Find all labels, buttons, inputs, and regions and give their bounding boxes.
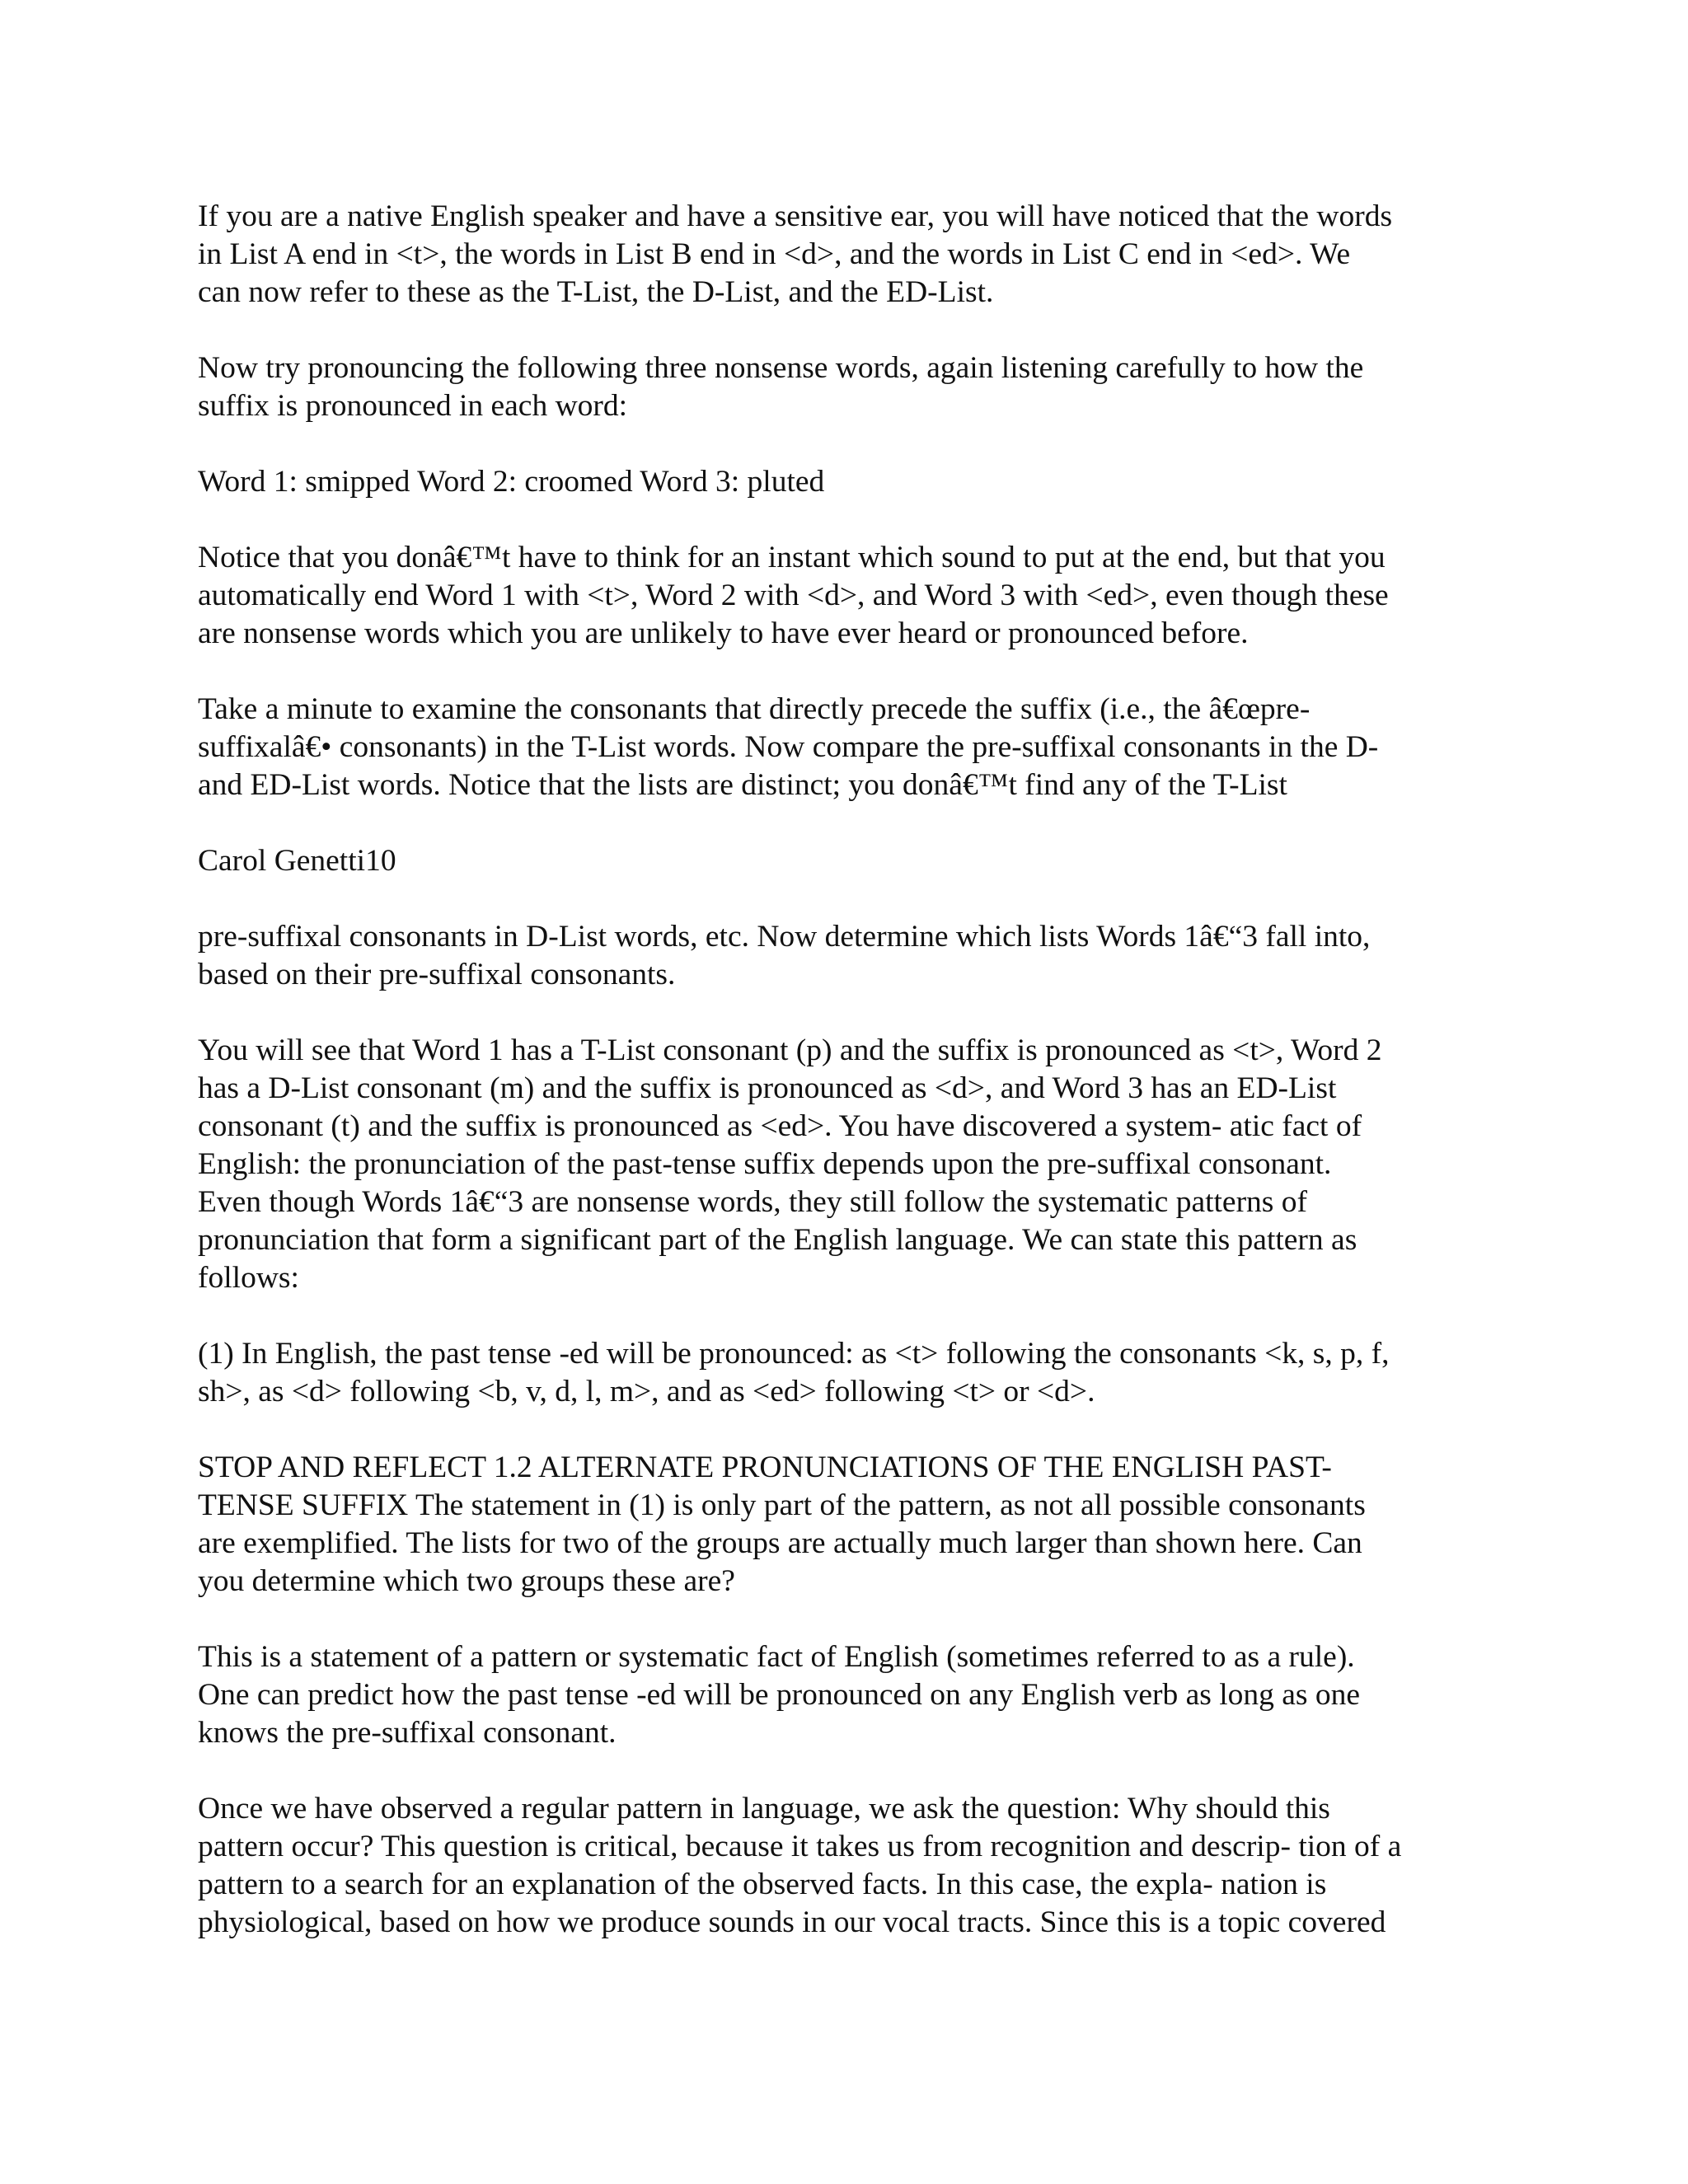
paragraph — [198, 539, 1484, 653]
text-line: If you are a native English speaker and have a sensitive ear, you will have noticed that the words — [198, 199, 1393, 233]
text-line: follows: — [198, 1261, 299, 1295]
text-line: (1) In English, the past tense -ed will be pronounced: as <t> following the consonants <k, s, p, f, — [198, 1337, 1390, 1371]
paragraph — [198, 1638, 1484, 1752]
paragraph — [198, 1790, 1484, 1942]
text-line: Now try pronouncing the following three nonsense words, again listening carefully to how the — [198, 351, 1364, 385]
text-line: One can predict how the past tense -ed will be pronounced on any English verb as long as one — [198, 1678, 1361, 1712]
text-line: TENSE SUFFIX The statement in (1) is only part of the pattern, as not all possible consonants — [198, 1488, 1366, 1522]
document-page — [198, 198, 1484, 1980]
paragraph — [198, 198, 1484, 312]
stop-and-reflect-box — [198, 1449, 1484, 1601]
text-line: and ED-List words. Notice that the lists are distinct; you donâ€™t find any of the T-List — [198, 768, 1287, 802]
text-line: Word 1: smipped Word 2: croomed Word 3: pluted — [198, 465, 825, 499]
rule-statement — [198, 1335, 1484, 1411]
paragraph — [198, 349, 1484, 425]
text-line: suffixalâ€• consonants) in the T-List words. Now compare the pre-suffixal consonants in the D- — [198, 730, 1379, 764]
text-line: based on their pre-suffixal consonants. — [198, 958, 676, 991]
text-line: English: the pronunciation of the past-tense suffix depends upon the pre-suffixal consonant. — [198, 1147, 1332, 1181]
text-line: You will see that Word 1 has a T-List consonant (p) and the suffix is pronounced as <t>, Word 2 — [198, 1033, 1382, 1067]
text-line: suffix is pronounced in each word: — [198, 389, 628, 423]
paragraph — [198, 691, 1484, 804]
text-line: pattern occur? This question is critical, because it takes us from recognition and descrip- tion of a — [198, 1830, 1402, 1863]
text-line: automatically end Word 1 with <t>, Word 2 with <d>, and Word 3 with <ed>, even though these — [198, 579, 1389, 612]
paragraph — [198, 1032, 1484, 1297]
text-line: Take a minute to examine the consonants that directly precede the suffix (i.e., the â€œpre- — [198, 692, 1311, 726]
text-line: you determine which two groups these are? — [198, 1564, 735, 1598]
text-line: pronunciation that form a significant part of the English language. We can state this pattern as — [198, 1223, 1357, 1257]
text-line: pre-suffixal consonants in D-List words, etc. Now determine which lists Words 1â€“3 fall into, — [198, 920, 1371, 954]
text-line: has a D-List consonant (m) and the suffix is pronounced as <d>, and Word 3 has an ED-List — [198, 1071, 1337, 1105]
text-line: in List A end in <t>, the words in List B end in <d>, and the words in List C end in <ed>. We — [198, 237, 1351, 271]
text-line: knows the pre-suffixal consonant. — [198, 1716, 617, 1750]
paragraph — [198, 918, 1484, 994]
text-line: Notice that you donâ€™t have to think for an instant which sound to put at the end, but that you — [198, 541, 1386, 574]
text-line: are nonsense words which you are unlikely to have ever heard or pronounced before. — [198, 616, 1249, 650]
text-line: Carol Genetti10 — [198, 844, 396, 878]
text-line: Even though Words 1â€“3 are nonsense words, they still follow the systematic patterns of — [198, 1185, 1308, 1219]
text-line: physiological, based on how we produce sounds in our vocal tracts. Since this is a topic covered — [198, 1905, 1386, 1939]
text-line: are exemplified. The lists for two of the groups are actually much larger than shown here. Can — [198, 1526, 1362, 1560]
text-line: This is a statement of a pattern or systematic fact of English (sometimes referred to as a rule). — [198, 1640, 1355, 1674]
text-line: Once we have observed a regular pattern in language, we ask the question: Why should this — [198, 1792, 1330, 1825]
text-line: STOP AND REFLECT 1.2 ALTERNATE PRONUNCIATIONS OF THE ENGLISH PAST- — [198, 1451, 1332, 1484]
example-words — [198, 463, 1484, 501]
running-footer — [198, 842, 1484, 880]
text-line: consonant (t) and the suffix is pronounced as <ed>. You have discovered a system- atic fact of — [198, 1109, 1362, 1143]
text-line: can now refer to these as the T-List, the D-List, and the ED-List. — [198, 275, 994, 309]
text-line: sh>, as <d> following <b, v, d, l, m>, and as <ed> following <t> or <d>. — [198, 1375, 1095, 1408]
text-line: pattern to a search for an explanation of the observed facts. In this case, the expla- nation is — [198, 1868, 1327, 1901]
